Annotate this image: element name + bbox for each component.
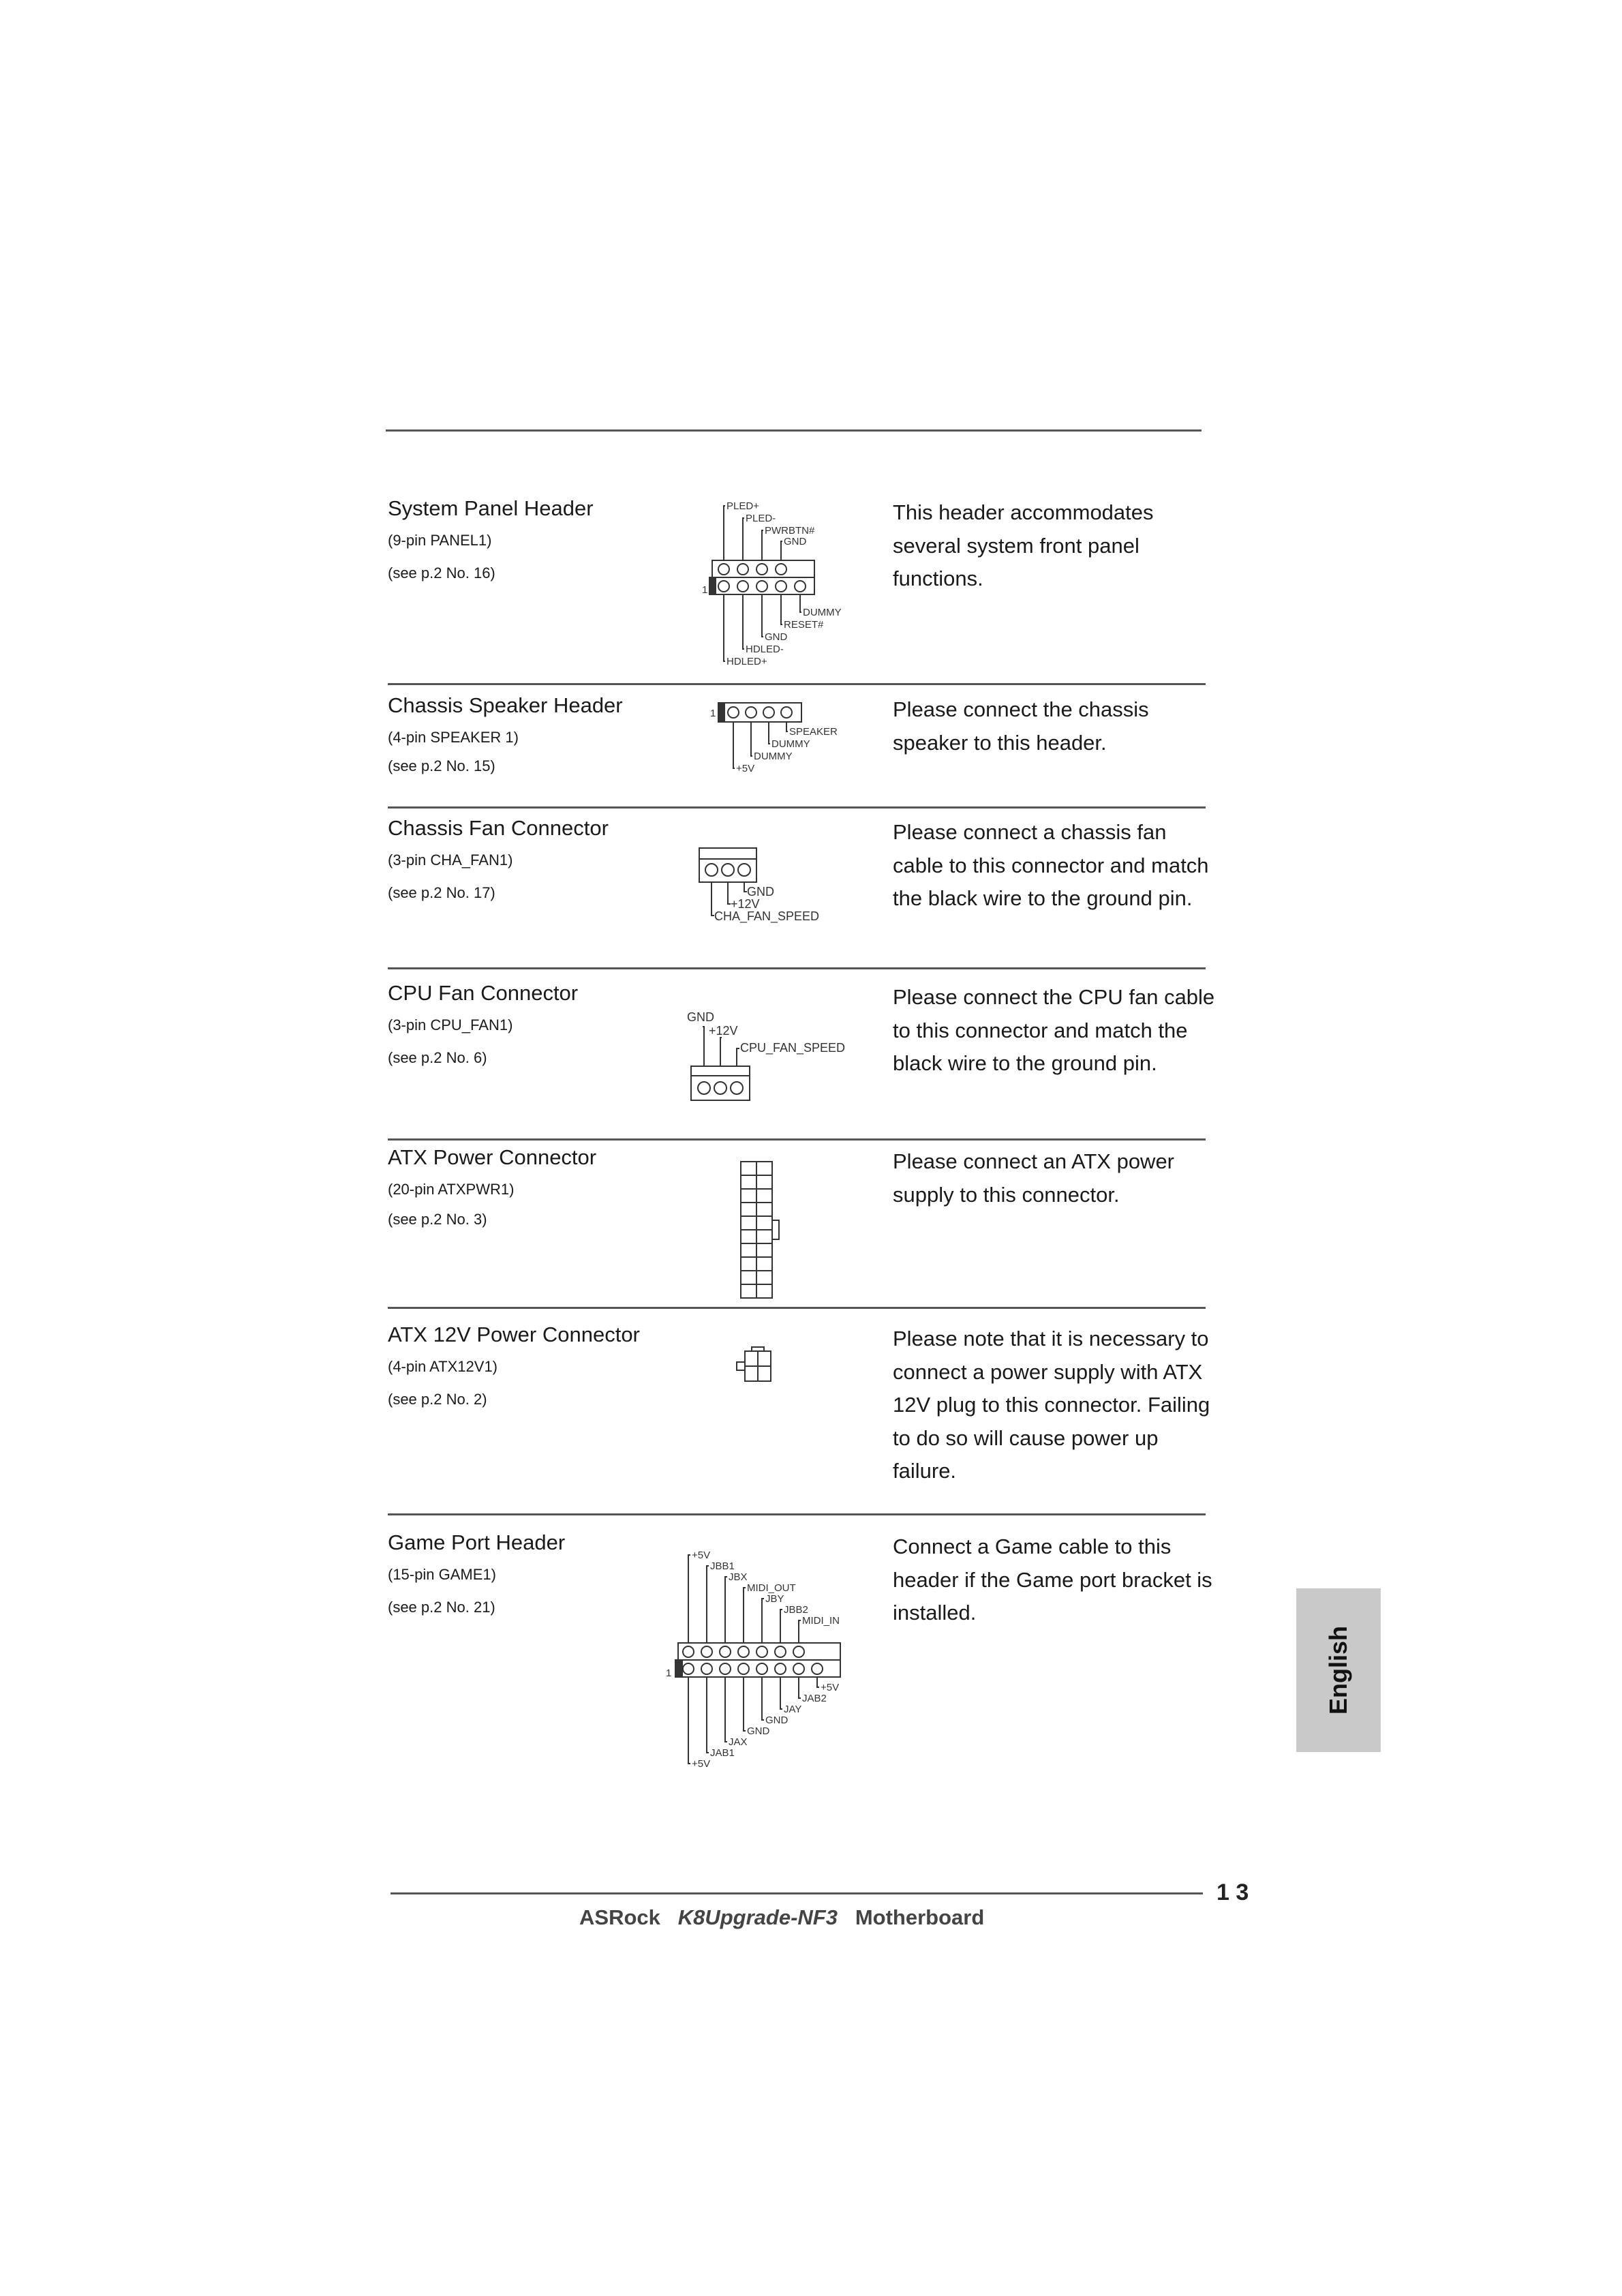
section-divider [388, 1513, 1206, 1515]
section-description: Please connect an ATX power supply to this connector. [893, 1149, 1175, 1207]
pin-label: RESET# [784, 619, 824, 631]
pin-label: JAB1 [710, 1747, 735, 1759]
section-description: Please connect the chassis speaker to this header. [893, 697, 1149, 755]
pin-one-marker: 1 [710, 708, 716, 719]
section-description: Connect a Game cable to this header if the Game port bracket is installed. [893, 1535, 1212, 1625]
pin-label: GND [765, 1715, 789, 1726]
pin-label: +5V [692, 1550, 711, 1561]
pin-label: JAX [729, 1736, 748, 1748]
section-page-ref: (see p.2 No. 17) [388, 884, 495, 901]
section-divider [388, 1138, 1206, 1141]
pin-label: PLED- [746, 513, 776, 524]
pin-label: JBB1 [710, 1560, 735, 1572]
page-number: 1 3 [1216, 1879, 1249, 1905]
section-divider [388, 806, 1206, 809]
section-pin-info: (20-pin ATXPWR1) [388, 1181, 515, 1198]
pin-label: JAY [784, 1704, 802, 1715]
section-pin-info: (4-pin ATX12V1) [388, 1358, 498, 1375]
pin-label: GND [747, 885, 774, 898]
footer-suffix: Motherboard [855, 1905, 985, 1929]
footer-text [579, 1905, 984, 1930]
section-pin-info: (15-pin GAME1) [388, 1566, 496, 1583]
pin-label: +5V [736, 763, 755, 774]
pin-label: +12V [731, 897, 760, 911]
pin-label: JBY [765, 1593, 784, 1605]
section-divider [388, 967, 1206, 969]
top-rule [386, 429, 1202, 432]
pin-label: SPEAKER [789, 726, 838, 738]
section-page-ref: (see p.2 No. 15) [388, 757, 495, 774]
section-title: Chassis Speaker Header [388, 693, 623, 717]
pin-label: +12V [709, 1024, 738, 1038]
section-page-ref: (see p.2 No. 21) [388, 1599, 495, 1616]
language-tab [1296, 1588, 1381, 1752]
section-title: Game Port Header [388, 1530, 566, 1554]
pin-label: DUMMY [803, 607, 842, 618]
pin-label: HDLED+ [726, 656, 767, 667]
footer-model: K8Upgrade-NF3 [677, 1905, 838, 1929]
pin-label: +5V [821, 1682, 840, 1693]
section-page-ref: (see p.2 No. 16) [388, 564, 495, 581]
pin-label: GND [765, 631, 788, 643]
pin-label: JBX [729, 1571, 748, 1583]
section-pin-info: (3-pin CHA_FAN1) [388, 851, 513, 868]
game-port-diagram [664, 1544, 869, 1807]
chassis-fan-diagram [697, 845, 833, 934]
section-description: Please connect a chassis fan cable to this connector and match the black wire to the ground pin. [893, 820, 1209, 910]
pin-label: CPU_FAN_SPEED [740, 1041, 846, 1055]
section-divider [388, 683, 1206, 685]
atx-power-diagram [738, 1159, 786, 1302]
section-title: System Panel Header [388, 496, 594, 520]
section-divider [388, 1307, 1206, 1309]
footer-brand: ASRock [579, 1905, 660, 1929]
section-pin-info: (3-pin CPU_FAN1) [388, 1016, 513, 1033]
section-description: Please connect the CPU fan cable to this connector and match the black wire to the ground pin. [893, 985, 1215, 1075]
chassis-speaker-diagram [709, 699, 859, 781]
section-page-ref: (see p.2 No. 2) [388, 1391, 487, 1408]
pin-label: PWRBTN# [765, 525, 815, 537]
pin-label: DUMMY [771, 738, 810, 750]
section-title: ATX Power Connector [388, 1145, 597, 1169]
section-title: CPU Fan Connector [388, 981, 579, 1005]
pin-label: GND [747, 1725, 770, 1737]
section-title: Chassis Fan Connector [388, 816, 609, 840]
language-tab-label: English [1324, 1625, 1352, 1715]
pin-label: HDLED- [746, 644, 784, 655]
pin-label: DUMMY [754, 751, 793, 762]
section-title: ATX 12V Power Connector [388, 1323, 640, 1346]
pin-label: GND [784, 536, 807, 547]
section-description: This header accommodates several system front panel functions. [893, 500, 1154, 590]
pin-one-marker: 1 [702, 584, 708, 596]
footer-rule [391, 1892, 1203, 1894]
section-pin-info: (4-pin SPEAKER 1) [388, 729, 519, 746]
pin-label: MIDI_IN [802, 1615, 840, 1627]
section-pin-info: (9-pin PANEL1) [388, 532, 492, 549]
section-page-ref: (see p.2 No. 6) [388, 1049, 487, 1066]
pin-one-marker: 1 [666, 1667, 672, 1679]
section-description: Please note that it is necessary to connect a power supply with ATX 12V plug to this connector. Failing to do so will cause power up failure. [893, 1327, 1210, 1483]
pin-label: CHA_FAN_SPEED [714, 909, 820, 923]
cpu-fan-diagram [682, 1008, 859, 1110]
atx12v-diagram [733, 1343, 780, 1391]
section-page-ref: (see p.2 No. 3) [388, 1211, 487, 1228]
pin-label: JAB2 [802, 1693, 827, 1704]
pin-label: PLED+ [726, 500, 759, 512]
pin-label: GND [687, 1010, 714, 1024]
pin-label: +5V [692, 1758, 711, 1770]
pin-label: MIDI_OUT [747, 1582, 796, 1594]
system-panel-diagram [702, 498, 866, 682]
pin-label: JBB2 [784, 1604, 808, 1616]
